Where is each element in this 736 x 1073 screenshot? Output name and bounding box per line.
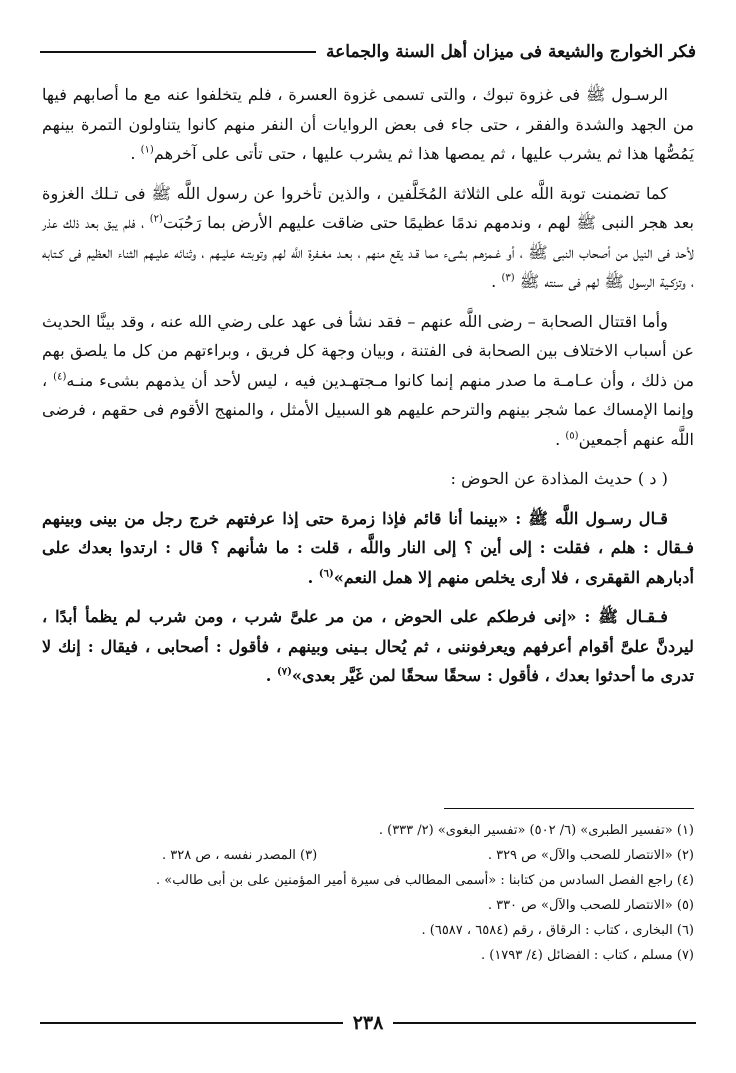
paragraph-2 <box>42 179 694 297</box>
footnote-5: (٥) «الانتصار للصحب والآل» ص ٣٣٠ . <box>487 898 694 913</box>
paragraph-1-text: الرسـول ﷺ فى غزوة تبوك ، والتى تسمى غزوة العسرة ، فلم يتخلفوا عنه مع ما أصابهم فيها من الجهد والشدة والفقر ، حتى جاء فى بعض الروايات أن النفر منهم كانوا يتناولون التمرة بينهم يَمُصُّها هذا ثم يشرب عليها ، ثم يمصها هذا ثم يشرب عليها ، حتى تأتى على آخرهم <box>42 85 694 163</box>
paragraph-2-text-a: كما تضمنت توبة اللَّه على الثلاثة المُخَلَّفين ، والذين تأخروا عن رسول اللَّه ﷺ فى تـلك الغزوة بعد هجر النبى ﷺ لهم ، وندمهم ندمًا عظيمًا حتى ضاقت عليهم الأرض بما رَحُبَت <box>42 183 695 232</box>
paragraph-1 <box>42 80 694 169</box>
footnote-ref-4: (٤) <box>53 371 67 383</box>
footnote-ref-5: (٥) <box>565 430 579 442</box>
section-subheading: ( د ) حديث المذادة عن الحوض : <box>450 469 668 488</box>
running-header <box>40 38 696 66</box>
paragraph-4-intro: قـال رسـول اللَّه ﷺ : <box>508 508 668 528</box>
footnote-2: (٢) «الانتصار للصحب والآل» ص ٣٢٩ . <box>487 848 694 863</box>
paragraph-3 <box>42 307 694 455</box>
main-text <box>42 80 694 701</box>
running-header-title: فكر الخوارج والشيعة فى ميزان أهل السنة والجماعة <box>326 42 696 62</box>
footer-rule-right <box>393 1022 696 1024</box>
paragraph-2-text-b: ، فلم يبق بعد ذلك عذر لأحد فى النيل من أصحاب النبى ﷺ ، أو غـمزهـم بشىء مما قـد يقع منهم ، بعـد مغـفرة اللَّه لهم وتوبتـه عليـهم ، وثنائه عليـهم الثناء العظيم فى كـتابه ، وتزكـية الرسول ﷺ لهم فى سنته ﷺ <box>42 213 694 291</box>
paragraph-3-end: . <box>555 429 566 449</box>
footnote-ref-1: (١) <box>140 144 154 156</box>
paragraph-3-text-b: ، وإنما الإمساك عما شجر بينهم والترحم عليهم هو السبيل الأمثل ، والمنهج الأقوم فى حقهم ، فرضى اللَّه عنهم أجمعين <box>42 370 694 449</box>
paragraph-3-text-a: وأما اقتتال الصحابة – رضى اللَّه عنهم – فقد نشأ فى عهد على رضي الله عنه ، وقد بينَّا الحديث عن أسباب الاختلاف بين الصحابة فى الفتنة ، وبيان وجهة كل فريق ، وبراءتهم من كل ما يلصق بهم من ذلك ، وأن عـامـة ما صدر منهم إنما كانوا مـجتهـدين فيه ، ليس لأحد أن يذمهم بشىء منـه <box>42 311 694 390</box>
footnote-separator <box>444 808 694 809</box>
footnote-7: (٧) مسلم ، كتاب : الفضائل (٤/ ١٧٩٣) . <box>480 948 694 963</box>
page-number: ٢٣٨ <box>352 1012 384 1034</box>
paragraph-1-end: . <box>130 144 141 163</box>
footnote-4: (٤) راجع الفصل السادس من كتابنا : «أسمى المطالب فى سيرة أمير المؤمنين على بن أبى طالب» . <box>156 873 694 888</box>
footnote-ref-6: (٦) <box>318 568 334 580</box>
paragraph-5-intro: فـقـال ﷺ : <box>576 607 668 626</box>
footnote-ref-7: (٧) <box>277 666 292 678</box>
paragraph-4-quote: «بينما أنا قائم فإذا زمرة حتى إذا عرفتهم خرج رجل من بينى وبينهم فـقال : هلم ، فقلت : إلى أين ؟ إلى النار واللَّه ، قلت : ما شأنهم ؟ قال : ارتدوا بعدك على أدبارهم القهقرى ، فلا أرى يخلص منهم إلا همل النعم» <box>42 508 694 587</box>
paragraph-4-end: . <box>307 567 319 587</box>
footnote-6: (٦) البخارى ، كتاب : الرقاق ، رقم (٦٥٨٤ ، ٦٥٨٧) . <box>421 923 694 938</box>
footnote-ref-3: (٣) <box>501 272 515 284</box>
header-rule <box>40 51 316 53</box>
footer-rule-left <box>40 1022 343 1024</box>
paragraph-2-end: . <box>491 272 502 291</box>
footnote-ref-2: (٢) <box>149 213 163 225</box>
paragraph-5-end: . <box>265 666 278 685</box>
paragraph-5-hadith <box>42 602 694 691</box>
footnote-1: (١) «تفسير الطبرى» (٦/ ٥٠٢) «تفسير البغوى» (٢/ ٣٣٣) . <box>378 823 694 838</box>
footnote-row-2-3 <box>42 843 694 868</box>
footnotes <box>42 818 694 968</box>
paragraph-4-hadith <box>42 504 694 593</box>
paragraph-5-quote: «إنى فرطكم على الحوض ، من مر علىَّ شرب ، ومن شرب لم يظمأ أبدًا ، ليردنَّ علىَّ أقوام أعرفهم ويعرفوننى ، ثم يُحال بـينى وبينهم ، فأقول : أصحابى ، فيقال : إنك لا تدرى ما أحدثوا بعدك ، فأقول : سحقًا سحقًا لمن غَيَّر بعدى» <box>42 607 694 685</box>
page-footer <box>40 1011 696 1035</box>
footnote-3: (٣) المصدر نفسه ، ص ٣٢٨ . <box>162 848 318 863</box>
